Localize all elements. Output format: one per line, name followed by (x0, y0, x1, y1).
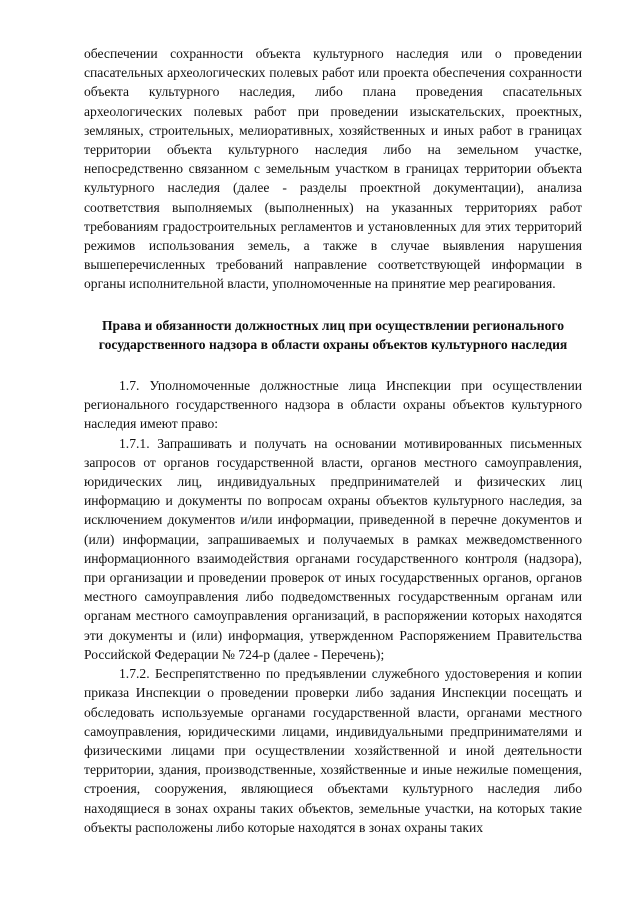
clause-1-7-2: 1.7.2. Беспрепятственно по предъявлении служебного удостоверения и копии приказа Инспекции о проведении проверки либо задания Инспекции посещать и обследовать используемые органами государственной власти, органами местного самоуправления, юридическими лицами, индивидуальными предпринимателями и физическими лицами при осуществлении хозяйственной и иной деятельности территории, здания, производственные, хозяйственные и иные нежилые помещения, строения, сооружения, являющиеся объектами культурного наследия либо находящиеся в зонах охраны таких объектов, земельные участки, на которых такие объекты расположены либо которые находятся в зонах охраны таких (84, 666, 582, 835)
document-page (84, 44, 582, 837)
intro-paragraph: обеспечении сохранности объекта культурного наследия или о проведении спасательных археологических полевых работ или проекта обеспечения сохранности объекта культурного наследия, либо плана проведения спасательных археологических полевых работ при проведении изыскательских, проектных, земляных, строительных, мелиоративных, хозяйственных и иных работ в границах территории объекта культурного наследия либо на земельном участке, непосредственно связанном с земельным участком в границах территории объекта культурного наследия (далее - разделы проектной документации), анализа соответствия выполняемых (выполненных) на указанных территориях работ требованиям градостроительных регламентов и установленных для этих территорий режимов использования земель, а также в случае выявления нарушения вышеперечисленных требований направление соответствующей информации в органы исполнительной власти, уполномоченные на принятие мер реагирования. (84, 46, 582, 292)
clause-1-7: 1.7. Уполномоченные должностные лица Инспекции при осуществлении регионального государственного надзора в области охраны объектов культурного наследия имеют право: (84, 378, 582, 432)
clause-1-7-1: 1.7.1. Запрашивать и получать на основании мотивированных письменных запросов от органов государственной власти, органов местного самоуправления, юридических лиц, индивидуальных предпринимателей и физических лиц информацию и документы по вопросам охраны объектов культурного наследия, за исключением документов и/или информации, приведенной в перечне документов и (или) информации, запрашиваемых и получаемых в рамках межведомственного информационного взаимодействия органами государственного контроля (надзора), при организации и проведении проверок от иных государственных органов, органов местного самоуправления либо подведомственных государственным органам или органам местного самоуправления организаций, в распоряжении которых находятся эти документы и (или) информация, утвержденном Распоряжением Правительства Российской Федерации № 724-р (далее - Перечень); (84, 435, 582, 662)
section-heading: Права и обязанности должностных лиц при осуществлении регионального государственного надзора в области охраны объектов культурного наследия (98, 317, 568, 352)
